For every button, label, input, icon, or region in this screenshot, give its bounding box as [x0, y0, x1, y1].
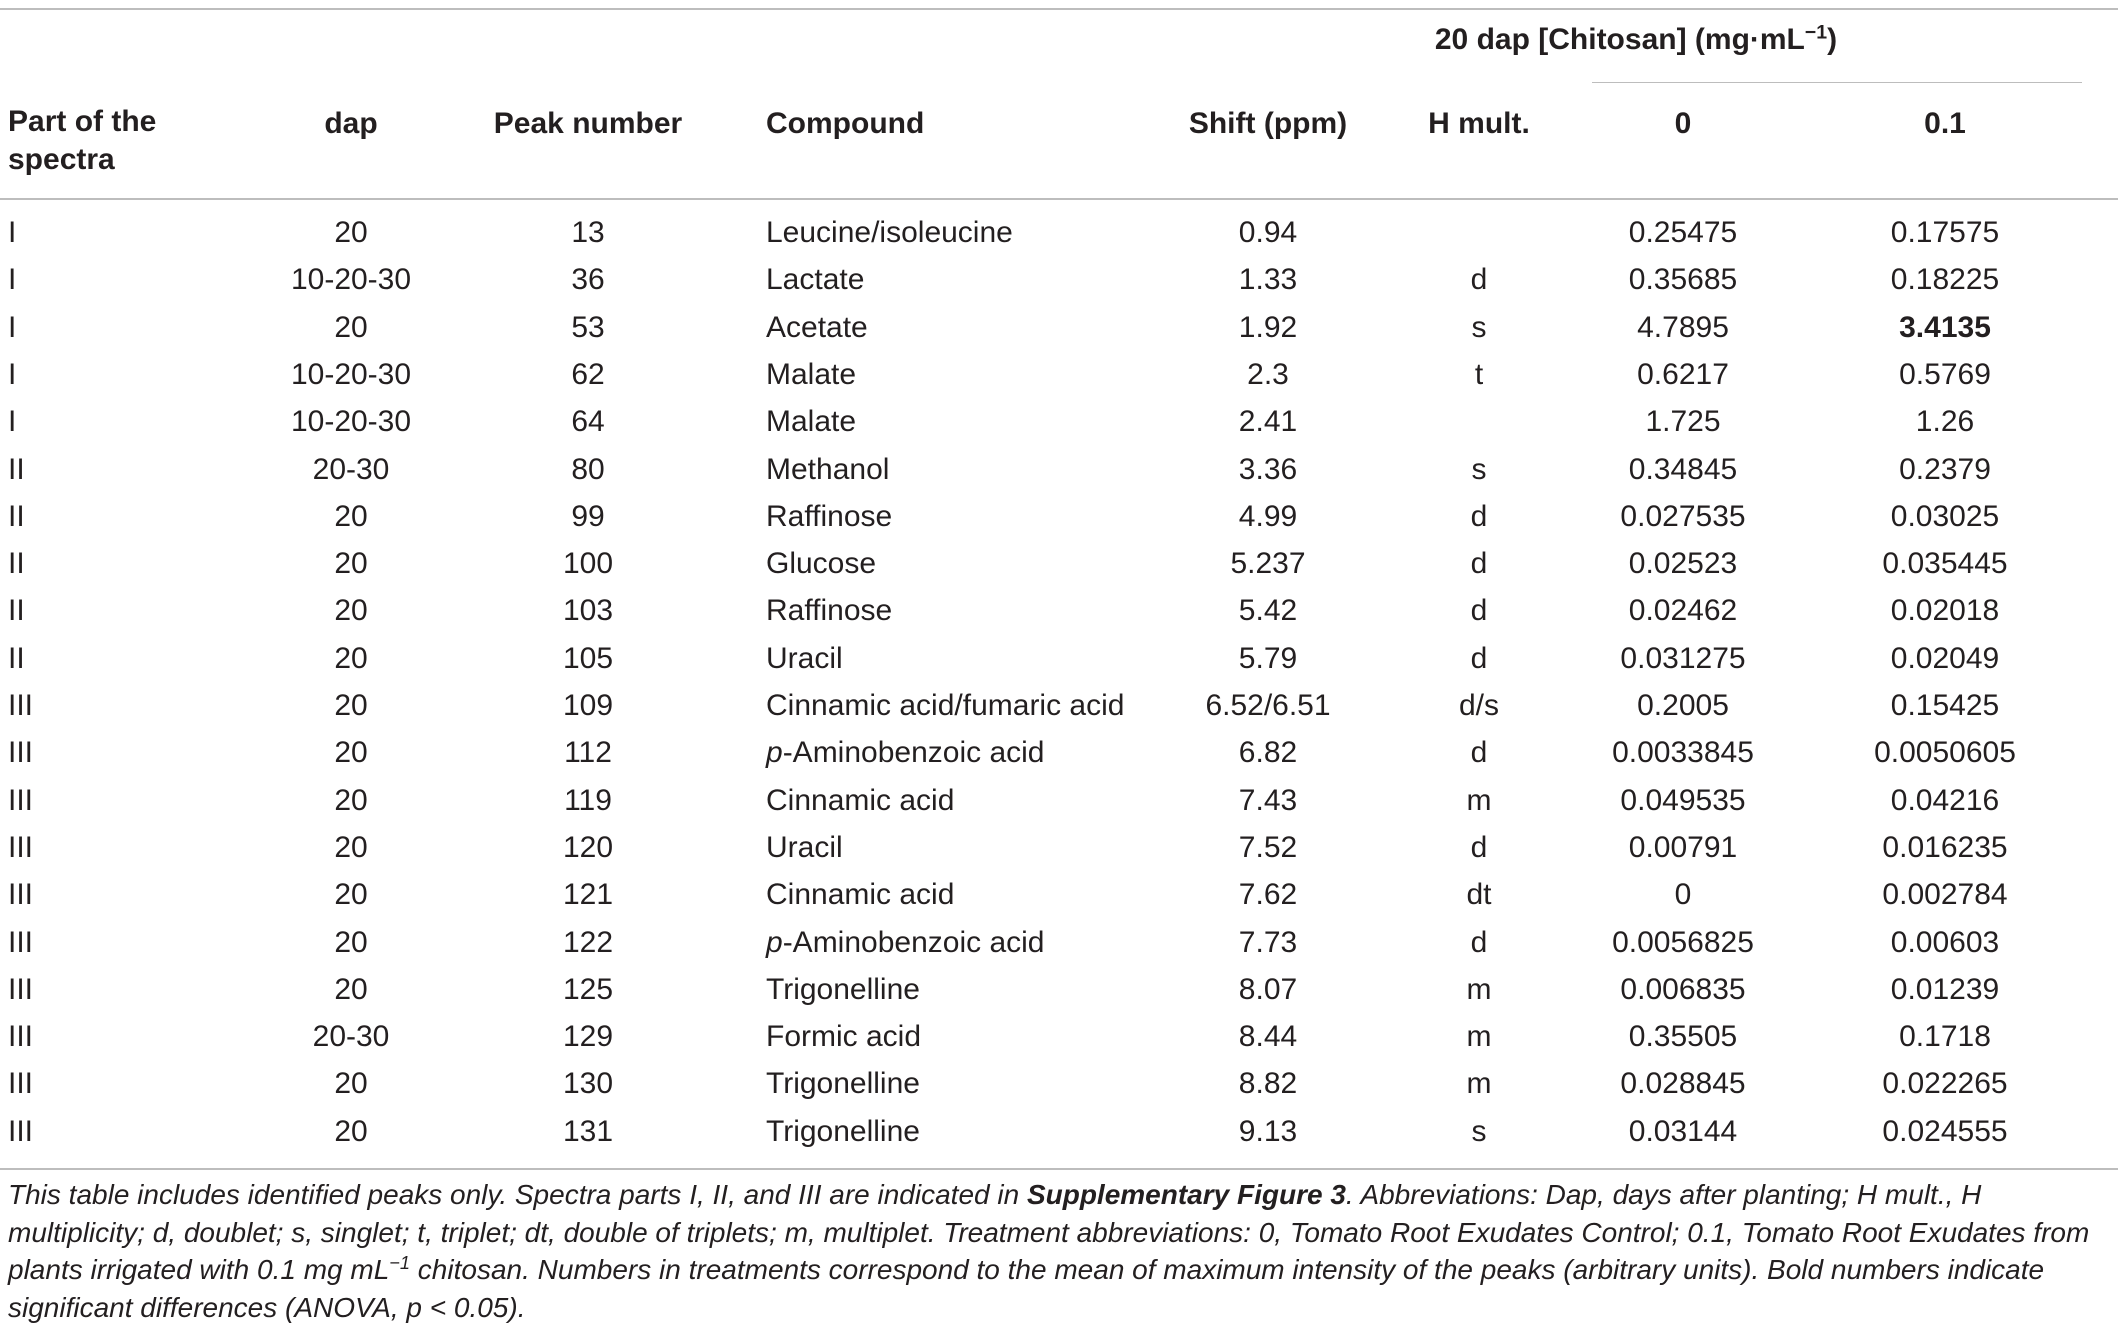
cell-mult: d	[1470, 594, 1488, 628]
cell-compound	[766, 308, 868, 348]
cell-compound	[766, 544, 876, 584]
cell-t01: 0.5769	[1899, 357, 1991, 391]
cell-peak: 64	[571, 405, 605, 439]
compound-name: Leucine/isoleucine	[766, 216, 1013, 249]
cell-compound	[766, 970, 920, 1010]
cell-mult: d	[1470, 547, 1488, 581]
cell-compound	[766, 260, 864, 300]
cell-mult: m	[1466, 783, 1492, 817]
cell-peak: 131	[562, 1114, 614, 1148]
cell-compound	[766, 1064, 920, 1104]
cell-peak: 120	[562, 830, 614, 864]
cell-compound	[766, 733, 1044, 773]
cell-t0: 0.2005	[1637, 689, 1729, 722]
footnote-text-1: This table includes identified peaks only. Spectra parts I, II, and III are indicated in	[8, 1179, 1027, 1210]
footnote-exponent: −1	[389, 1253, 411, 1273]
cell-shift: 7.62	[1238, 878, 1298, 912]
column-header-h-mult: H mult.	[1428, 107, 1530, 140]
footnote-text-2: . Abbreviations: Dap, days after planting; H mult., H multiplicity; d, doublet; s, singlet; t, triplet; dt, double of triplets; m, multiplet. Treatment abbreviations: 0, Tomato Root Exudates Control; 0.1, Tomato Root Exudates from plants irrigated with 0.1 mg mL	[8, 1179, 2090, 1285]
cell-part: II	[8, 641, 25, 675]
cell-compound	[766, 497, 892, 537]
footnote-supplementary-figure-ref: Supplementary Figure 3	[1026, 1179, 1346, 1210]
table-footnote	[8, 1176, 2112, 1326]
cell-shift: 8.07	[1238, 972, 1298, 1006]
cell-compound	[766, 923, 1044, 963]
cell-peak: 112	[564, 736, 612, 770]
compound-prefix: p	[766, 736, 783, 770]
column-header-treatment-0: 0	[1674, 107, 1692, 140]
cell-t0: 0.00791	[1628, 830, 1738, 864]
cell-t0: 0.02462	[1628, 594, 1738, 628]
cell-shift: 9.13	[1238, 1114, 1298, 1148]
cell-peak: 99	[571, 499, 605, 533]
cell-t01: 0.1718	[1899, 1020, 1991, 1054]
table-top-rule	[0, 8, 2118, 10]
cell-t01: 0.016235	[1882, 830, 2008, 864]
cell-mult: d	[1470, 263, 1488, 297]
cell-shift: 6.82	[1238, 736, 1298, 770]
cell-dap: 20	[334, 736, 368, 770]
cell-peak: 13	[571, 216, 605, 249]
cell-part: II	[8, 547, 25, 581]
cell-mult: s	[1471, 1114, 1487, 1148]
cell-compound	[766, 875, 954, 915]
cell-t0: 0.031275	[1620, 641, 1746, 675]
cell-t01: 0.002784	[1882, 878, 2008, 912]
cell-peak: 103	[562, 594, 614, 628]
cell-dap: 20	[334, 547, 368, 581]
cell-dap: 20	[334, 1114, 368, 1148]
cell-part: III	[8, 1067, 34, 1101]
cell-peak: 121	[562, 878, 614, 912]
treatment-group-header	[1435, 20, 1837, 60]
cell-part: I	[8, 310, 17, 344]
cell-t01: 3.4135	[1899, 310, 1991, 344]
cell-peak: 80	[571, 452, 605, 486]
compound-name: Raffinose	[766, 499, 893, 533]
column-header-compound: Compound	[766, 107, 925, 140]
cell-compound	[766, 1112, 920, 1152]
cell-t01: 1.26	[1915, 405, 1975, 439]
cell-shift: 5.79	[1238, 641, 1298, 675]
cell-shift: 0.94	[1238, 216, 1298, 249]
table-bottom-rule	[0, 1168, 2118, 1170]
cell-dap: 20	[334, 830, 368, 864]
cell-mult: dt	[1466, 878, 1492, 912]
column-header-shift: Shift (ppm)	[1188, 107, 1348, 140]
cell-t0: 0.6217	[1637, 357, 1729, 391]
cell-t0: 0.35505	[1628, 1020, 1738, 1054]
compound-name: Acetate	[766, 310, 868, 344]
cell-mult: d	[1470, 736, 1488, 770]
cell-shift: 8.82	[1238, 1067, 1298, 1101]
cell-part: III	[8, 878, 34, 912]
cell-shift: 2.41	[1238, 405, 1298, 439]
cell-peak: 105	[562, 641, 614, 675]
cell-t01: 0.02049	[1890, 641, 2000, 675]
compound-name: Raffinose	[766, 594, 893, 628]
cell-shift: 3.36	[1238, 452, 1298, 486]
cell-mult: d	[1470, 925, 1488, 959]
cell-dap: 20	[334, 972, 368, 1006]
cell-dap: 20	[334, 499, 368, 533]
cell-t01: 0.024555	[1882, 1114, 2008, 1148]
cell-t0: 0.34845	[1628, 452, 1738, 486]
treatment-group-header-exponent: −1	[1804, 21, 1828, 44]
cell-t0: 0.028845	[1620, 1067, 1746, 1101]
compound-name: Malate	[766, 405, 857, 439]
cell-t01: 0.01239	[1890, 972, 2000, 1006]
compound-name: Uracil	[766, 830, 843, 864]
cell-t0: 0.0033845	[1612, 736, 1754, 770]
cell-t0: 4.7895	[1637, 310, 1729, 344]
cell-mult: d	[1470, 499, 1488, 533]
column-header-part: Part of the spectra	[8, 105, 157, 176]
cell-compound	[766, 639, 843, 679]
cell-t01: 0.02018	[1890, 594, 2000, 628]
cell-t0: 1.725	[1645, 405, 1721, 439]
cell-part: I	[8, 357, 17, 391]
cell-peak: 100	[562, 547, 614, 581]
cell-part: III	[8, 830, 34, 864]
cell-part: I	[8, 216, 17, 249]
cell-mult: m	[1466, 1067, 1492, 1101]
compound-name: Uracil	[766, 641, 843, 675]
cell-compound	[766, 1017, 921, 1057]
cell-shift: 7.43	[1238, 783, 1298, 817]
compound-name: Malate	[766, 357, 857, 391]
cell-t0: 0.35685	[1628, 263, 1738, 297]
compound-name: Cinnamic acid/fumaric acid	[766, 689, 1125, 722]
cell-t0: 0.0056825	[1612, 925, 1754, 959]
cell-compound	[766, 450, 889, 490]
cell-part: I	[8, 405, 17, 439]
cell-mult: s	[1471, 452, 1487, 486]
cell-part: II	[8, 499, 25, 533]
cell-dap: 20-30	[312, 1020, 390, 1054]
cell-dap: 20	[334, 878, 368, 912]
cell-dap: 20	[334, 925, 368, 959]
compound-name: -Aminobenzoic acid	[782, 736, 1045, 770]
cell-dap: 20	[334, 783, 368, 817]
cell-t01: 0.15425	[1890, 689, 2000, 722]
cell-dap: 20	[334, 594, 368, 628]
cell-t0: 0.02523	[1628, 547, 1738, 581]
cell-part: III	[8, 1114, 34, 1148]
compound-name: Cinnamic acid	[766, 878, 955, 912]
column-header-dap: dap	[324, 107, 378, 140]
cell-mult: m	[1466, 972, 1492, 1006]
cell-t01: 0.04216	[1890, 783, 2000, 817]
cell-t0: 0	[1674, 878, 1692, 912]
cell-t01: 0.03025	[1890, 499, 2000, 533]
cell-t0: 0.049535	[1620, 783, 1746, 817]
cell-t01: 0.2379	[1899, 452, 1991, 486]
cell-compound	[766, 781, 954, 821]
cell-part: II	[8, 594, 25, 628]
cell-compound	[766, 402, 856, 442]
cell-compound	[766, 591, 892, 631]
cell-dap: 10-20-30	[290, 405, 412, 439]
cell-t01: 0.035445	[1882, 547, 2008, 581]
cell-compound	[766, 686, 1124, 726]
cell-mult: d/s	[1458, 689, 1500, 722]
group-header-rule	[1592, 82, 2082, 83]
compound-name: Glucose	[766, 547, 877, 581]
cell-mult: s	[1471, 310, 1487, 344]
cell-t0: 0.006835	[1620, 972, 1746, 1006]
cell-compound	[766, 213, 1013, 253]
cell-shift: 5.237	[1230, 547, 1306, 581]
cell-dap: 20	[334, 1067, 368, 1101]
cell-mult: d	[1470, 641, 1488, 675]
cell-dap: 20	[334, 216, 368, 249]
cell-shift: 7.52	[1238, 830, 1298, 864]
compound-name: Cinnamic acid	[766, 783, 955, 817]
compound-name: Lactate	[766, 263, 865, 297]
compound-name: Trigonelline	[766, 972, 920, 1006]
cell-part: III	[8, 1020, 34, 1054]
cell-mult: t	[1474, 357, 1484, 391]
cell-t0: 0.027535	[1620, 499, 1746, 533]
cell-dap: 10-20-30	[290, 357, 412, 391]
cell-compound	[766, 828, 843, 868]
cell-shift: 6.52/6.51	[1205, 689, 1331, 722]
cell-part: III	[8, 689, 34, 722]
cell-part: II	[8, 452, 25, 486]
header-bottom-rule	[0, 198, 2118, 200]
cell-shift: 7.73	[1238, 925, 1298, 959]
compound-prefix: p	[766, 925, 783, 959]
cell-shift: 8.44	[1238, 1020, 1298, 1054]
cell-t0: 0.25475	[1628, 216, 1738, 249]
cell-part: III	[8, 972, 34, 1006]
cell-t01: 0.18225	[1890, 263, 2000, 297]
cell-compound	[766, 355, 856, 395]
compound-name: Trigonelline	[766, 1067, 920, 1101]
cell-t01: 0.022265	[1882, 1067, 2008, 1101]
cell-dap: 20	[334, 641, 368, 675]
cell-mult: m	[1466, 1020, 1492, 1054]
cell-t01: 0.0050605	[1874, 736, 2016, 770]
treatment-group-header-close: )	[1827, 23, 1838, 56]
footnote-text-3: chitosan. Numbers in treatments correspond to the mean of maximum intensity of the peaks (arbitrary units). Bold numbers indicate significant differences (ANOVA, p < 0.05).	[8, 1254, 2045, 1323]
cell-peak: 109	[562, 689, 614, 722]
cell-t0: 0.03144	[1628, 1114, 1738, 1148]
compound-name: Trigonelline	[766, 1114, 920, 1148]
cell-t01: 0.17575	[1890, 216, 2000, 249]
compound-name: Formic acid	[766, 1020, 922, 1054]
cell-dap: 20-30	[312, 452, 390, 486]
cell-peak: 129	[562, 1020, 614, 1054]
cell-t01: 0.00603	[1890, 925, 2000, 959]
cell-peak: 130	[562, 1067, 614, 1101]
cell-shift: 4.99	[1238, 499, 1298, 533]
cell-shift: 1.33	[1238, 263, 1298, 297]
cell-part: I	[8, 263, 17, 297]
cell-peak: 36	[571, 263, 605, 297]
cell-dap: 20	[334, 310, 368, 344]
cell-peak: 122	[562, 925, 614, 959]
compound-name: Methanol	[766, 452, 890, 486]
cell-part: III	[8, 783, 34, 817]
cell-peak: 62	[571, 357, 605, 391]
cell-peak: 53	[571, 310, 605, 344]
compound-name: -Aminobenzoic acid	[782, 925, 1045, 959]
cell-mult: d	[1470, 830, 1488, 864]
cell-shift: 5.42	[1238, 594, 1298, 628]
cell-shift: 2.3	[1247, 357, 1289, 391]
cell-shift: 1.92	[1238, 310, 1298, 344]
cell-part: III	[8, 925, 34, 959]
cell-peak: 119	[564, 783, 612, 817]
column-header-peak-number: Peak number	[493, 107, 683, 140]
column-header-treatment-0-1: 0.1	[1924, 107, 1966, 140]
cell-part: III	[8, 736, 34, 770]
treatment-group-header-text: 20 dap [Chitosan] (mg·mL	[1434, 23, 1805, 56]
cell-peak: 125	[562, 972, 614, 1006]
cell-dap: 20	[334, 689, 368, 722]
cell-dap: 10-20-30	[290, 263, 412, 297]
